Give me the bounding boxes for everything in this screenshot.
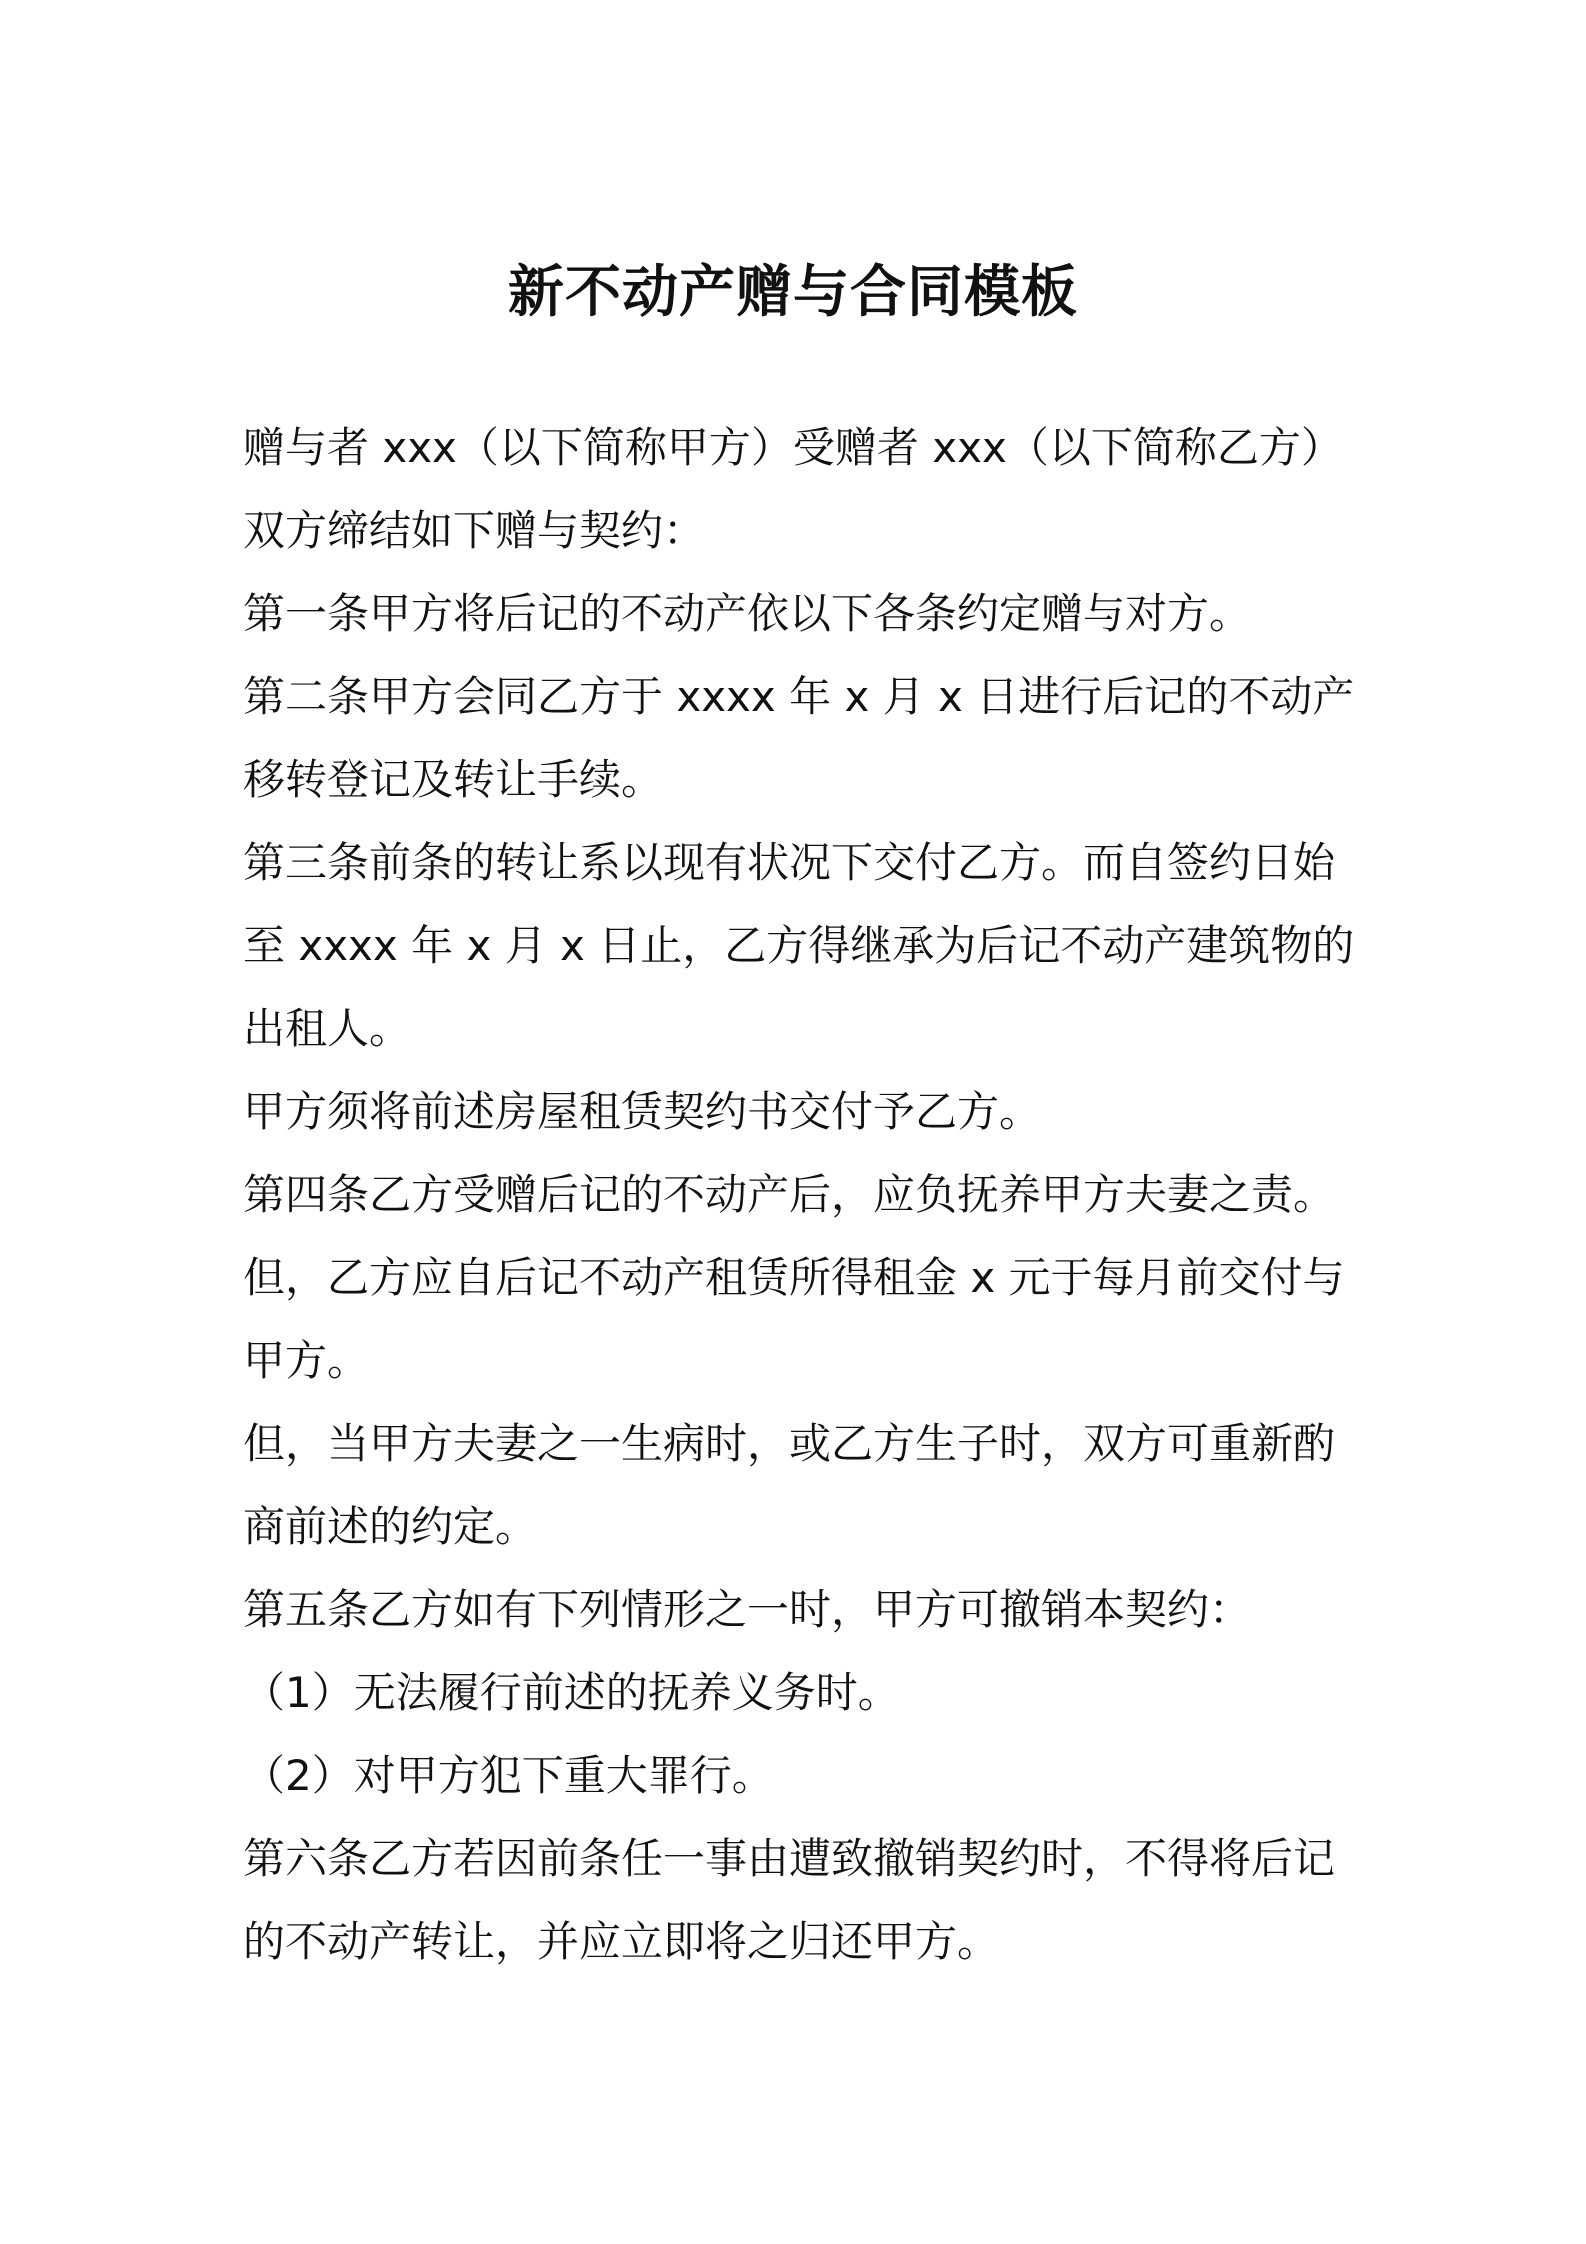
text-line-article-6-a: 第六条乙方若因前条任一事由遭致撤销契约时，不得将后记 (243, 1834, 1336, 1883)
text-line-party-intro: 赠与者 xxx（以下简称甲方）受赠者 xxx（以下简称乙方） (243, 423, 1343, 472)
text-line-article-4-a: 第四条乙方受赠后记的不动产后，应负抚养甲方夫妻之责。 (243, 1170, 1336, 1219)
text-line-article-1: 第一条甲方将后记的不动产依以下各条约定赠与对方。 (243, 589, 1252, 638)
text-line-agreement-intro: 双方缔结如下赠与契约： (243, 506, 706, 555)
text-line-article-5-item-1: （1）无法履行前述的抚养义务时。 (243, 1668, 900, 1717)
text-line-article-3-d: 甲方须将前述房屋租赁契约书交付予乙方。 (243, 1087, 1042, 1136)
text-line-article-5: 第五条乙方如有下列情形之一时，甲方可撤销本契约： (243, 1585, 1252, 1634)
text-line-article-3-c: 出租人。 (243, 1004, 412, 1053)
text-line-article-4-d: 但，当甲方夫妻之一生病时，或乙方生子时，双方可重新酌 (243, 1419, 1336, 1468)
text-line-article-6-b: 的不动产转让，并应立即将之归还甲方。 (243, 1917, 1000, 1966)
text-line-article-5-item-2: （2）对甲方犯下重大罪行。 (243, 1751, 774, 1800)
document-title: 新不动产赠与合同模板 (508, 260, 1078, 325)
text-line-article-2-b: 移转登记及转让手续。 (243, 755, 664, 804)
text-line-article-3-b: 至 xxxx 年 x 月 x 日止，乙方得继承为后记不动产建筑物的 (243, 921, 1355, 970)
text-line-article-4-b: 但，乙方应自后记不动产租赁所得租金 x 元于每月前交付与 (243, 1253, 1345, 1302)
text-line-article-3-a: 第三条前条的转让系以现有状况下交付乙方。而自签约日始 (243, 838, 1336, 887)
text-line-article-2-a: 第二条甲方会同乙方于 xxxx 年 x 月 x 日进行后记的不动产 (243, 672, 1355, 721)
text-line-article-4-c: 甲方。 (243, 1336, 370, 1385)
text-line-article-4-e: 商前述的约定。 (243, 1502, 538, 1551)
contract-body (243, 406, 1363, 1983)
